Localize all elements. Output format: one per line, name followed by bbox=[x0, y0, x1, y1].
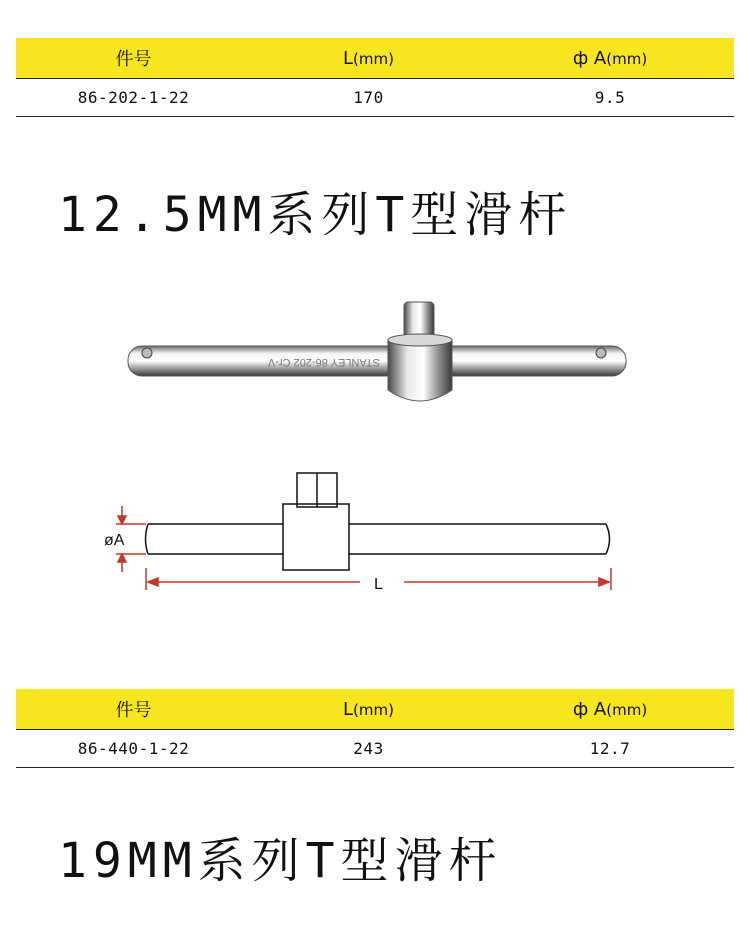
spec-table-2 bbox=[16, 689, 734, 768]
cell-length: 170 bbox=[353, 88, 384, 107]
rod-end-pin-left bbox=[142, 348, 152, 358]
sliding-head bbox=[388, 340, 452, 401]
header-diameter: ф A(mm) bbox=[572, 698, 648, 720]
section-title-19mm: 19MM系列T型滑杆 bbox=[58, 833, 503, 889]
table-row bbox=[16, 730, 734, 767]
drawing-sliding-head bbox=[283, 504, 349, 570]
section-title-12-5mm: 12.5MM系列T型滑杆 bbox=[58, 187, 573, 243]
spec-table-header bbox=[16, 689, 734, 730]
rod-end-pin-right bbox=[596, 348, 606, 358]
header-diameter: ф A(mm) bbox=[572, 47, 648, 69]
header-length: L(mm) bbox=[343, 47, 394, 69]
header-length: L(mm) bbox=[343, 698, 394, 720]
table-row bbox=[16, 79, 734, 116]
technical-drawing bbox=[0, 468, 750, 598]
length-label: L bbox=[374, 576, 383, 593]
rod-engraving: STANLEY 86-202 Cr-V bbox=[267, 356, 380, 368]
cell-part-number: 86-202-1-22 bbox=[77, 88, 190, 107]
drawing-rod bbox=[146, 524, 610, 554]
diameter-label: øA bbox=[104, 532, 125, 549]
header-part-number: 件号 bbox=[115, 49, 152, 70]
spec-table-1 bbox=[16, 38, 734, 117]
spec-table-header bbox=[16, 38, 734, 79]
header-part-number: 件号 bbox=[115, 700, 152, 721]
cell-diameter: 9.5 bbox=[594, 88, 626, 107]
cell-length: 243 bbox=[353, 739, 384, 758]
cell-diameter: 12.7 bbox=[589, 739, 631, 758]
cell-part-number: 86-440-1-22 bbox=[77, 739, 190, 758]
product-photo bbox=[0, 292, 750, 432]
